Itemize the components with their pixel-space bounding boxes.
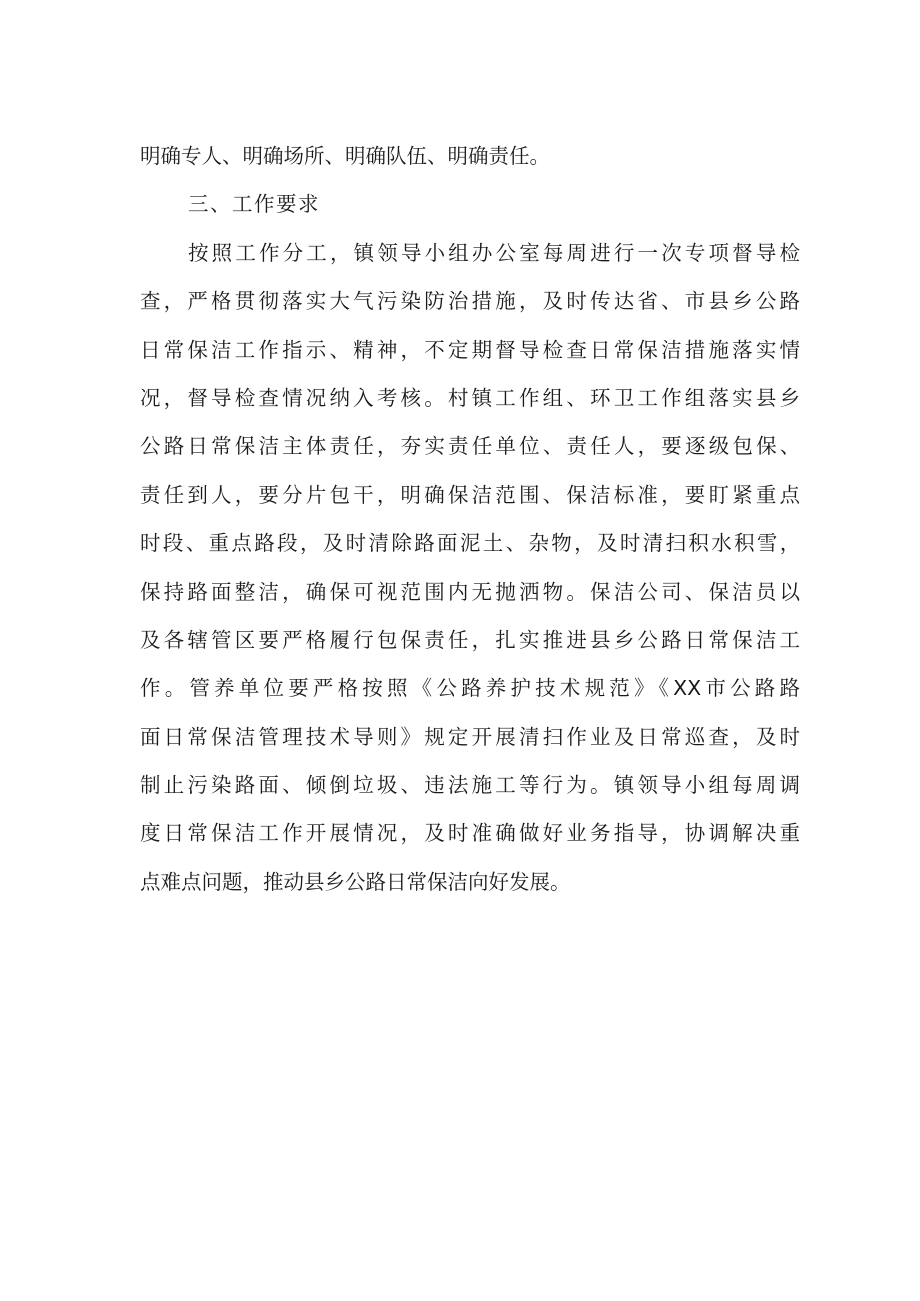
text-line: 查，严格贯彻落实大气污染防治措施，及时传达省、市县乡公路: [140, 289, 800, 314]
paragraph-first-line: 按照工作分工，镇领导小组办公室每周进行一次专项督导检: [188, 240, 800, 265]
section-heading: 三、工作要求: [188, 192, 320, 217]
text-line: 度日常保洁工作开展情况，及时准确做好业务指导，协调解决重: [140, 821, 800, 846]
text-line: 责任到人，要分片包干，明确保洁范围、保洁标准，要盯紧重点: [140, 482, 800, 507]
text-line: 点难点问题，推动县乡公路日常保洁向好发展。: [140, 869, 571, 894]
text-line: 况，督导检查情况纳入考核。村镇工作组、环卫工作组落实县乡: [140, 385, 800, 410]
text-line: 保持路面整洁，确保可视范围内无抛洒物。保洁公司、保洁员以: [140, 579, 800, 604]
body-text: [140, 132, 800, 906]
text-line: 日常保洁工作指示、精神，不定期督导检查日常保洁措施落实情: [140, 337, 800, 362]
text-line: 及各辖管区要严格履行包保责任，扎实推进县乡公路日常保洁工: [140, 627, 800, 652]
text-line: 时段、重点路段，及时清除路面泥土、杂物，及时清扫积水积雪，: [140, 531, 800, 556]
text-line: 作。管养单位要严格按照《公路养护技术规范》《XX市公路路: [140, 676, 800, 701]
text-line: 面日常保洁管理技术导则》规定开展清扫作业及日常巡查，及时: [140, 724, 800, 749]
text-line: 制止污染路面、倾倒垃圾、违法施工等行为。镇领导小组每周调: [140, 773, 800, 798]
text-line: 公路日常保洁主体责任，夯实责任单位、责任人，要逐级包保、: [140, 434, 800, 459]
text-line: 明确专人、明确场所、明确队伍、明确责任。: [140, 144, 550, 168]
